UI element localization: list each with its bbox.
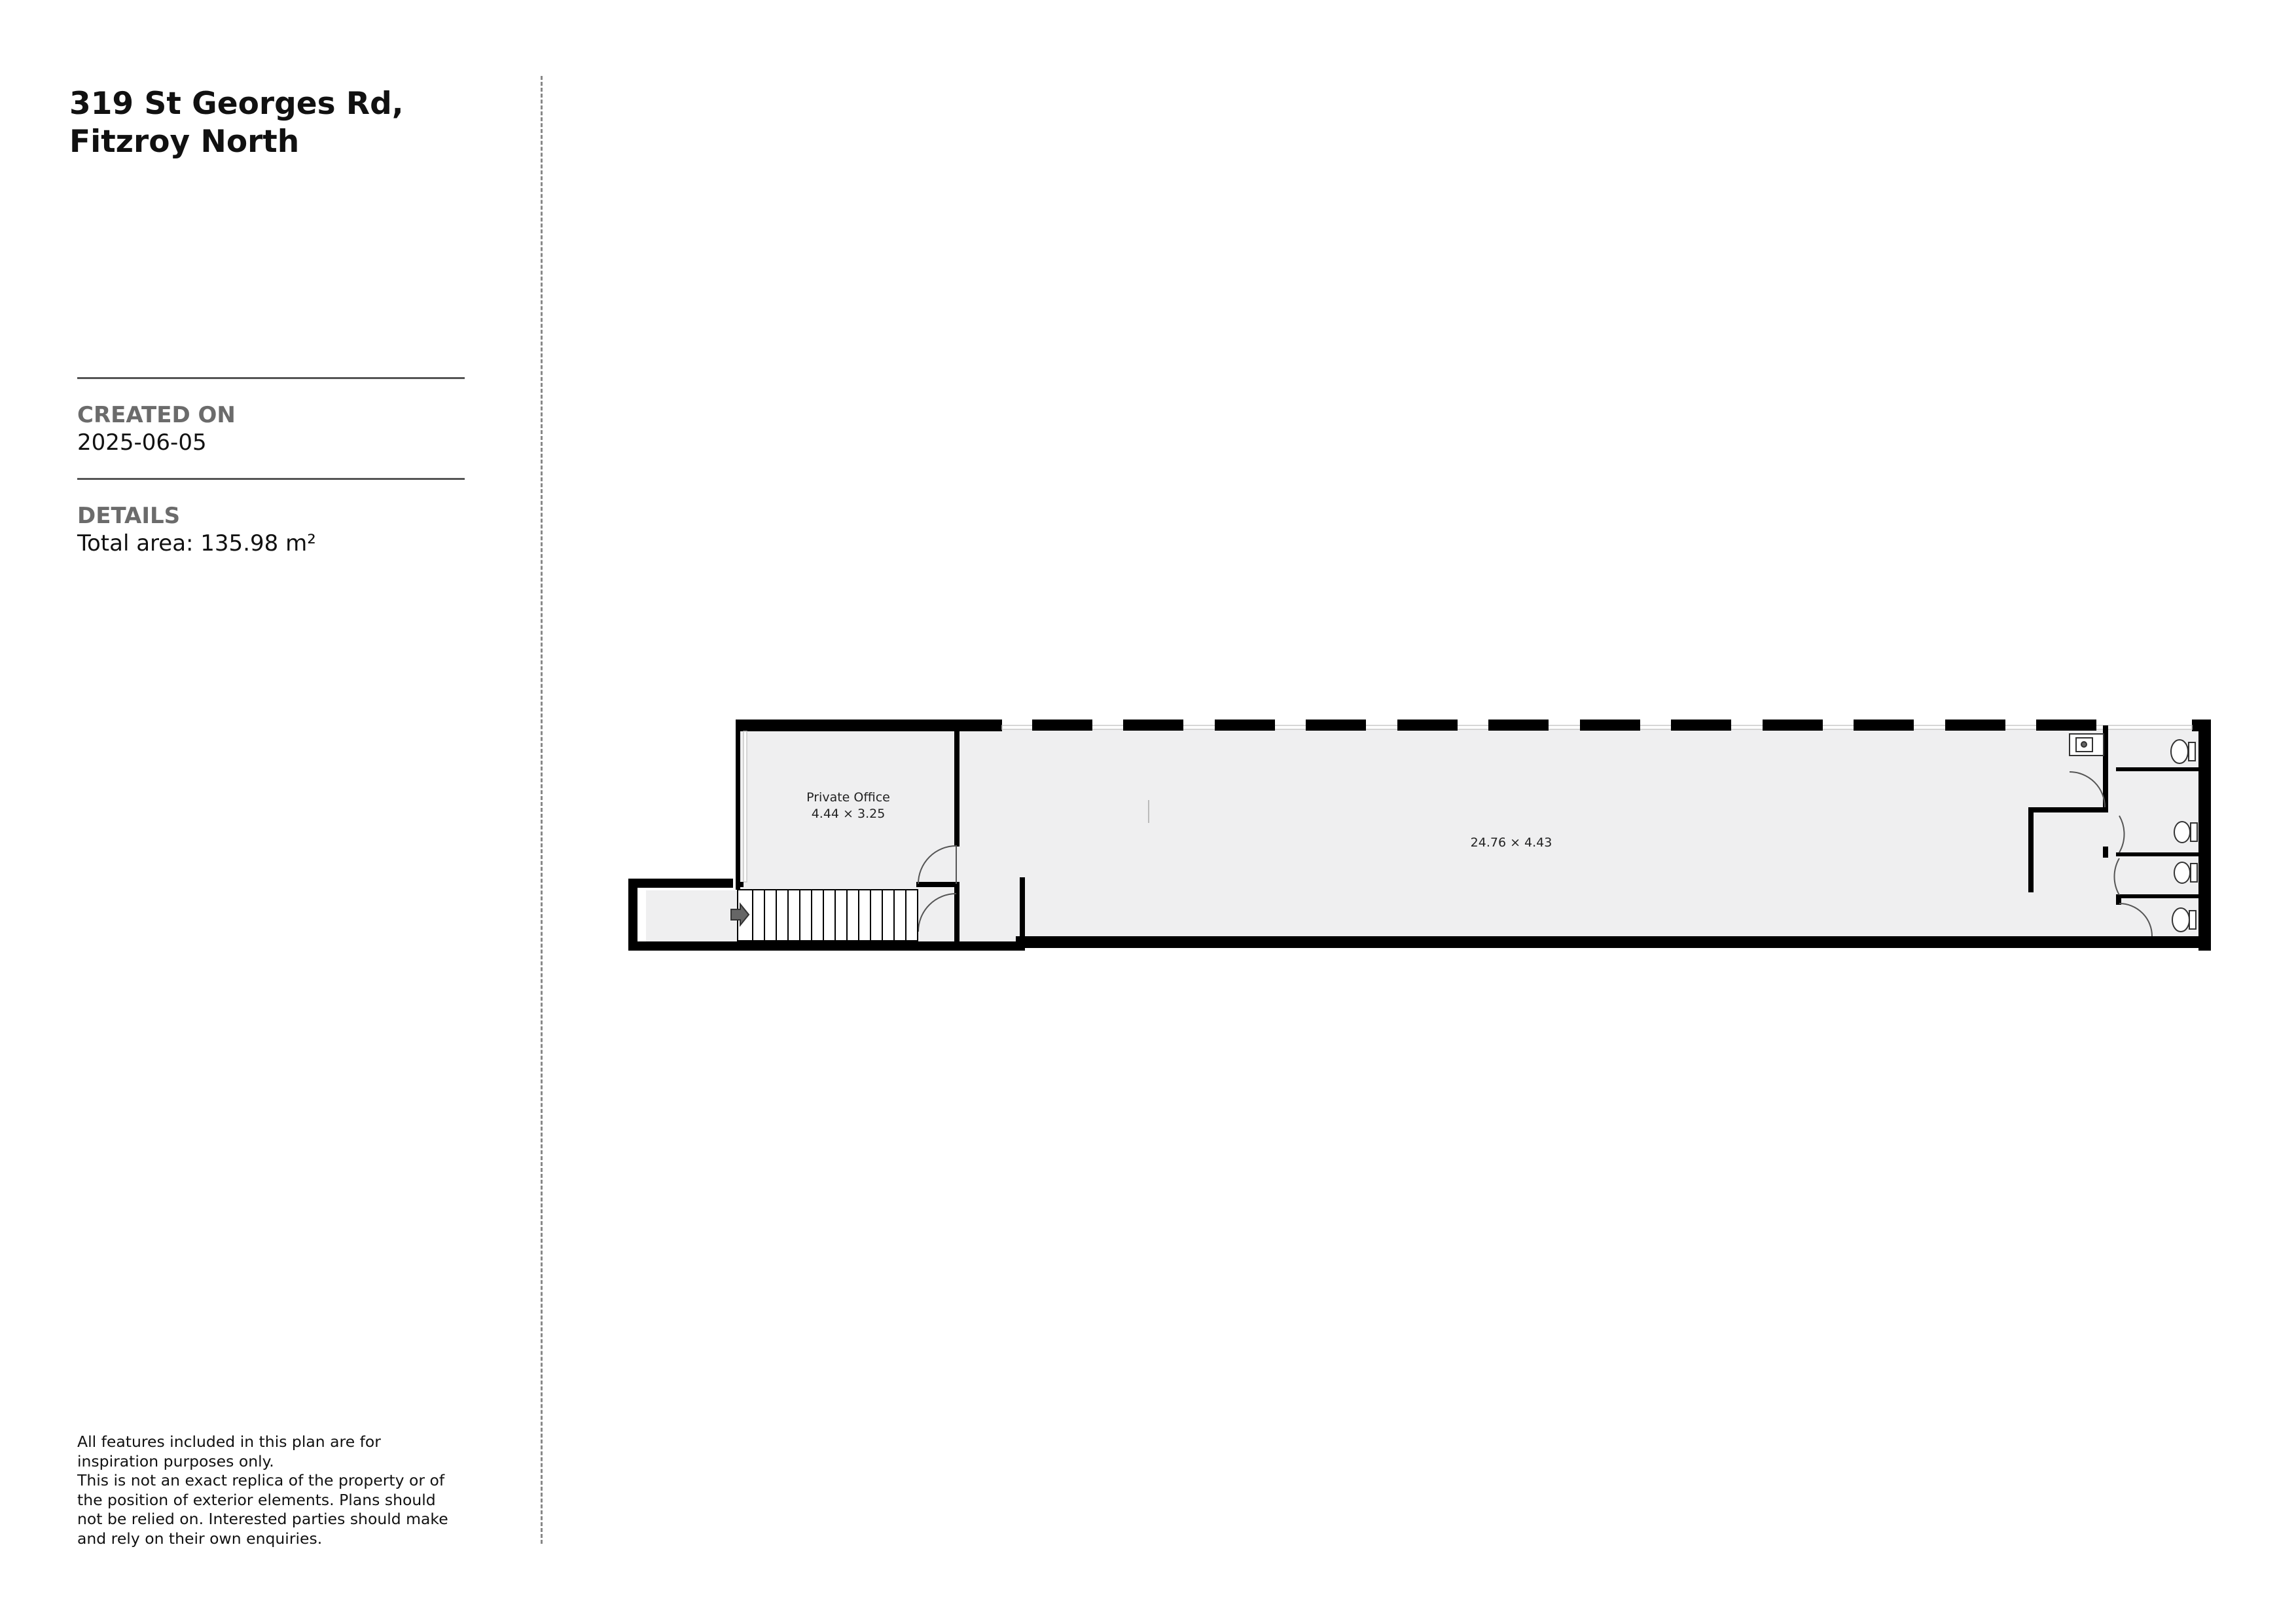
- room-dimension-label: 4.44 × 3.25: [811, 807, 886, 821]
- toilet-icon: [2174, 862, 2197, 883]
- disclaimer-line: All features included in this plan are for: [77, 1432, 381, 1451]
- disclaimer-line: and rely on their own enquiries.: [77, 1529, 323, 1548]
- disclaimer-line: This is not an exact replica of the property or of: [77, 1471, 445, 1489]
- created-on-label: CREATED ON: [77, 402, 236, 428]
- room-dimension-label: 24.76 × 4.43: [1470, 835, 1552, 850]
- toilet-icon: [2174, 822, 2197, 843]
- property-address-title: 319 St Georges Rd, Fitzroy North: [69, 86, 404, 160]
- disclaimer-line: the position of exterior elements. Plans should: [77, 1490, 436, 1509]
- disclaimer-line: not be relied on. Interested parties should make: [77, 1510, 448, 1528]
- toilet-icon: [2171, 740, 2195, 763]
- stairs: [738, 890, 918, 941]
- sink-icon: [2070, 734, 2104, 756]
- details-label: DETAILS: [77, 503, 181, 529]
- toilet-icon: [2172, 908, 2196, 932]
- disclaimer-line: inspiration purposes only.: [77, 1451, 274, 1470]
- room-name-label: Private Office: [806, 790, 890, 805]
- total-area-text: Total area: 135.98 m²: [77, 530, 316, 556]
- created-on-date: 2025-06-05: [77, 429, 207, 456]
